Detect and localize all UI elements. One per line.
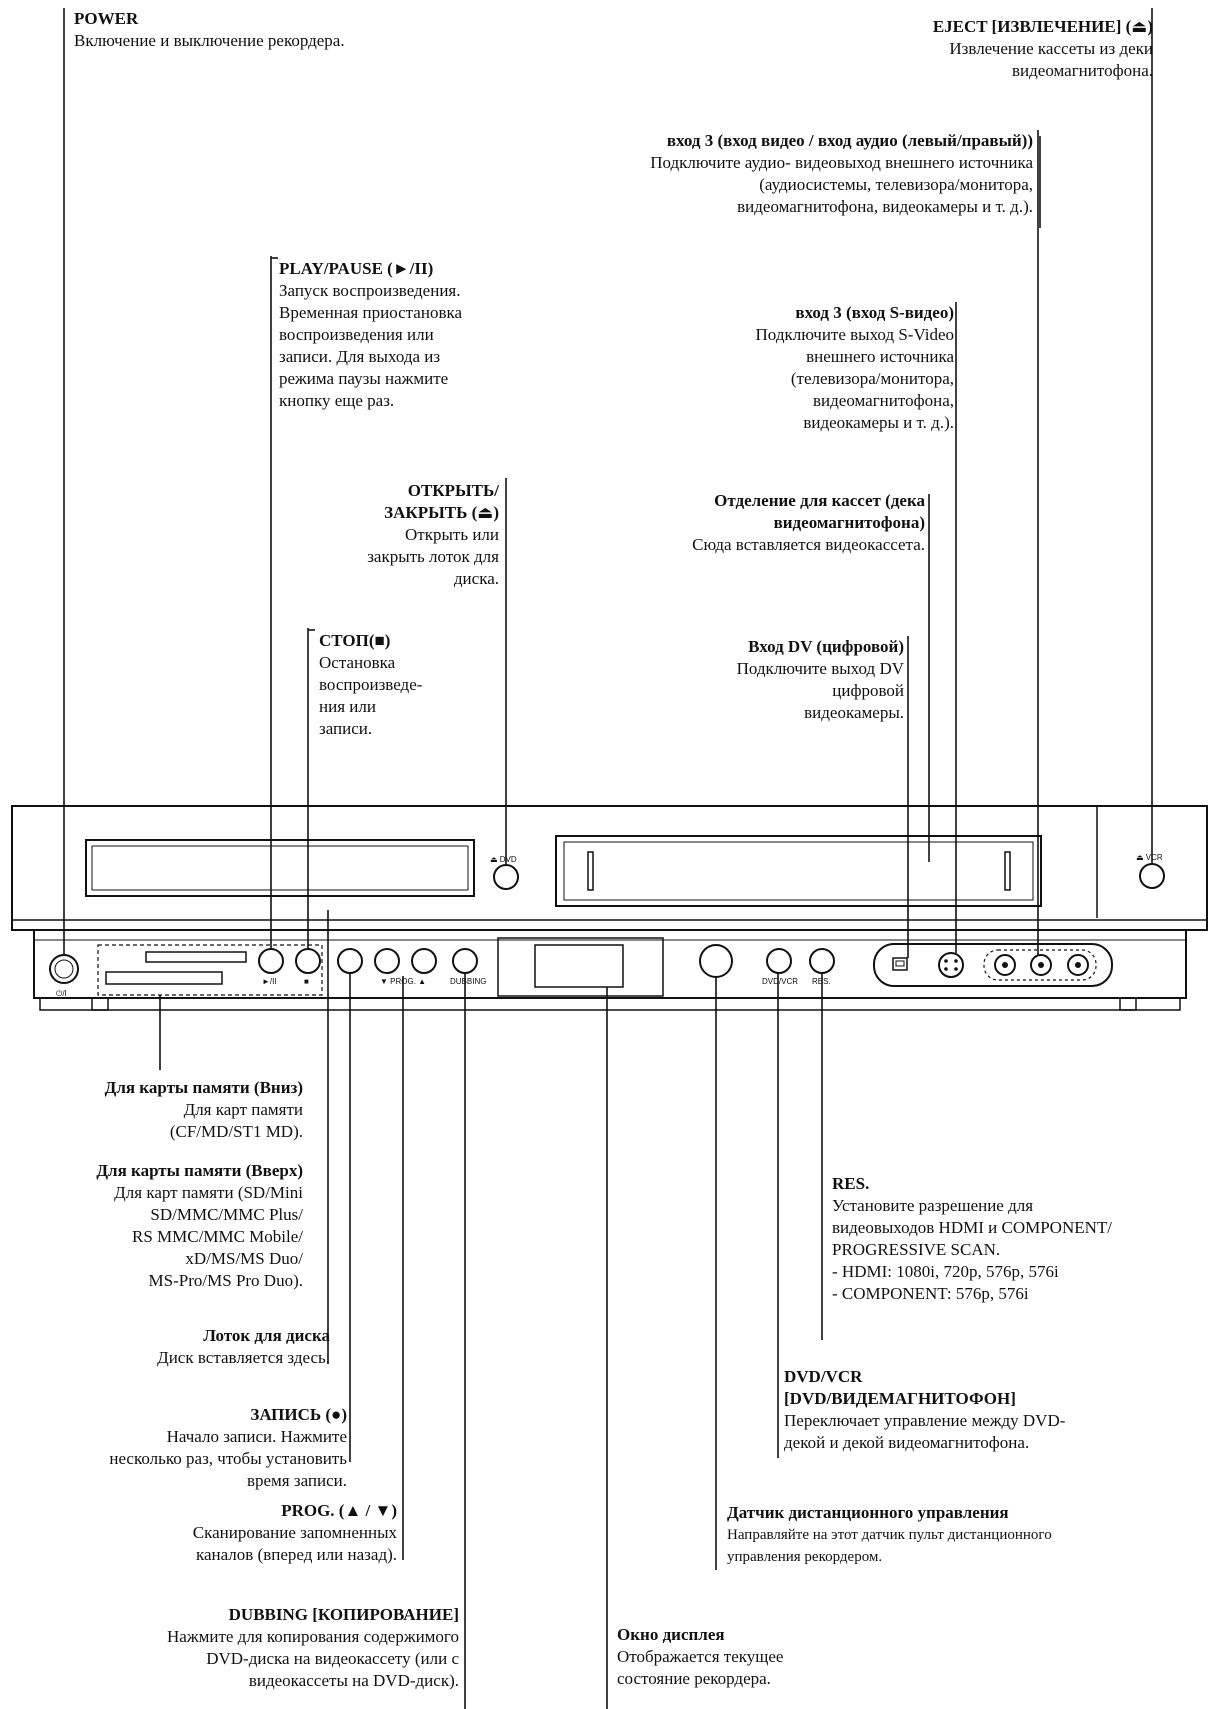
- open-close-callout: [367, 480, 499, 590]
- open-close-desc: Открыть или закрыть лоток для диска.: [367, 525, 499, 588]
- play-pause-desc: Запуск воспроизведения. Временная приостановка воспроизведения или записи. Для выхода из режима паузы нажмите кнопку еще раз.: [279, 281, 463, 410]
- dv-in-callout: [737, 636, 904, 724]
- eject-title: EJECT [ИЗВЛЕЧЕНИЕ] (⏏): [932, 17, 1153, 36]
- tray-desc: Диск вставляется здесь.: [157, 1348, 330, 1367]
- card-down-title: Для карты памяти (Вниз): [104, 1078, 303, 1097]
- prog-up-button[interactable]: [412, 949, 436, 973]
- cassette-compartment[interactable]: [556, 836, 1041, 906]
- disc-tray[interactable]: [86, 840, 474, 896]
- prog-desc: Сканирование запомненных каналов (вперед или назад).: [192, 1523, 397, 1564]
- prog-panel-label: ▼ PROG. ▲: [380, 977, 427, 986]
- tray-title: Лоток для диска: [203, 1326, 330, 1345]
- vcr-eject-panel-label: ⏏ VCR: [1136, 853, 1163, 862]
- dvdvcr-panel-label: DVD/VCR: [762, 977, 799, 986]
- input3-svideo-desc: Подключите выход S-Video внешнего источника (телевизора/монитора, видеомагнитофона, видеокамеры и т. д.).: [755, 325, 954, 432]
- dvd-vcr-title: DVD/VCR [DVD/ВИДЕМАГНИТОФОН]: [784, 1367, 1016, 1408]
- stop-button[interactable]: [296, 949, 320, 973]
- dubbing-callout: [167, 1604, 459, 1692]
- memory-card-slot-up[interactable]: [146, 952, 246, 962]
- display-desc: Отображается текущее состояние рекордера.: [617, 1647, 784, 1688]
- remote-sensor: [700, 945, 732, 977]
- input3-av-callout: [650, 130, 1033, 218]
- dv-input-port[interactable]: [893, 958, 907, 970]
- dvd-eject-panel-label: ⏏ DVD: [490, 855, 517, 864]
- record-button[interactable]: [338, 949, 362, 973]
- card-up-callout: [96, 1160, 303, 1292]
- card-up-desc: Для карт памяти (SD/Mini SD/MMC/MMC Plus/ RS MMC/MMC Mobile/ xD/MS/MS Duo/ MS-Pro/MS Pro Duo).: [114, 1183, 303, 1290]
- dubbing-desc: Нажмите для копирования содержимого DVD-диска на видеокассету (или с видеокассеты на DVD-диск).: [167, 1627, 459, 1690]
- tray-callout: [157, 1325, 330, 1369]
- input3-av-desc: Подключите аудио- видеовыход внешнего источника (аудиосистемы, телевизора/монитора, видеомагнитофона, видеокамеры и т. д.).: [650, 153, 1033, 216]
- power-callout: [74, 8, 345, 52]
- play-panel-label: ►/II: [262, 977, 277, 986]
- dv-in-desc: Подключите выход DV цифровой видеокамеры.: [736, 659, 904, 722]
- play-pause-button[interactable]: [259, 949, 283, 973]
- dvd-vcr-desc: Переключает управление между DVD- декой и декой видеомагнитофона.: [784, 1411, 1066, 1452]
- memory-card-slot-down[interactable]: [106, 972, 222, 984]
- dubbing-panel-label: DUBBING: [450, 977, 487, 986]
- power-panel-label: ⏻/I: [56, 989, 67, 998]
- vcr-eject-button[interactable]: [1140, 864, 1164, 888]
- power-desc: Включение и выключение рекордера.: [74, 31, 345, 50]
- prog-down-button[interactable]: [375, 949, 399, 973]
- stop-callout: [319, 630, 422, 740]
- card-down-desc: Для карт памяти (CF/MD/ST1 MD).: [169, 1100, 303, 1141]
- res-button[interactable]: [810, 949, 834, 973]
- stop-panel-label: ■: [304, 977, 309, 986]
- eject-callout: [933, 16, 1153, 82]
- play-pause-title: PLAY/PAUSE (►/II): [279, 259, 434, 278]
- power-title: POWER: [74, 9, 139, 28]
- cassette-callout: [692, 490, 925, 556]
- record-desc: Начало записи. Нажмите несколько раз, чтобы установить время записи.: [109, 1427, 347, 1490]
- display-title: Окно дисплея: [617, 1625, 725, 1644]
- res-desc: Установите разрешение для видеовыходов HDMI и COMPONENT/ PROGRESSIVE SCAN. - HDMI: 1080i, 720p, 576p, 576i - COMPONENT: 576p, 576i: [832, 1196, 1112, 1303]
- prog-title: PROG. (▲ / ▼): [281, 1501, 397, 1520]
- card-up-title: Для карты памяти (Вверх): [96, 1161, 303, 1180]
- dubbing-title: DUBBING [КОПИРОВАНИЕ]: [228, 1605, 459, 1624]
- remote-callout: [727, 1502, 1052, 1568]
- remote-desc: Направляйте на этот датчик пульт дистанционного управления рекордером.: [727, 1527, 1052, 1565]
- record-title: ЗАПИСЬ (●): [250, 1405, 347, 1424]
- cassette-title: Отделение для кассет (дека видеомагнитофона): [714, 491, 925, 532]
- cassette-desc: Сюда вставляется видеокассета.: [692, 535, 925, 554]
- play-pause-callout: [279, 258, 462, 412]
- card-down-callout: [105, 1077, 303, 1143]
- dvd-eject-button[interactable]: [494, 865, 518, 889]
- dv-in-title: Вход DV (цифровой): [748, 637, 904, 656]
- dvd-vcr-callout: [784, 1366, 1065, 1454]
- recorder-body: [12, 806, 1207, 930]
- record-callout: [109, 1404, 347, 1492]
- dvd-vcr-button[interactable]: [767, 949, 791, 973]
- prog-callout: [193, 1500, 397, 1566]
- res-title: RES.: [832, 1174, 870, 1193]
- display-callout: [617, 1624, 783, 1690]
- open-close-title: ОТКРЫТЬ/ ЗАКРЫТЬ (⏏): [384, 481, 499, 522]
- power-button[interactable]: [50, 955, 78, 983]
- stop-desc: Остановка воспроизведе- ния или записи.: [319, 653, 423, 738]
- remote-title: Датчик дистанционного управления: [727, 1503, 1009, 1522]
- input3-svideo-title: вход 3 (вход S-видео): [795, 303, 954, 322]
- display-window: [535, 945, 623, 987]
- res-panel-label: RES.: [812, 977, 831, 986]
- input3-svideo-callout: [756, 302, 954, 434]
- dubbing-button[interactable]: [453, 949, 477, 973]
- res-callout: [832, 1173, 1112, 1305]
- svideo-input-port[interactable]: [939, 953, 963, 977]
- input3-av-title: вход 3 (вход видео / вход аудио (левый/правый)): [666, 131, 1033, 150]
- eject-desc: Извлечение кассеты из деки видеомагнитофона.: [949, 39, 1153, 80]
- stop-title: СТОП(■): [319, 631, 391, 650]
